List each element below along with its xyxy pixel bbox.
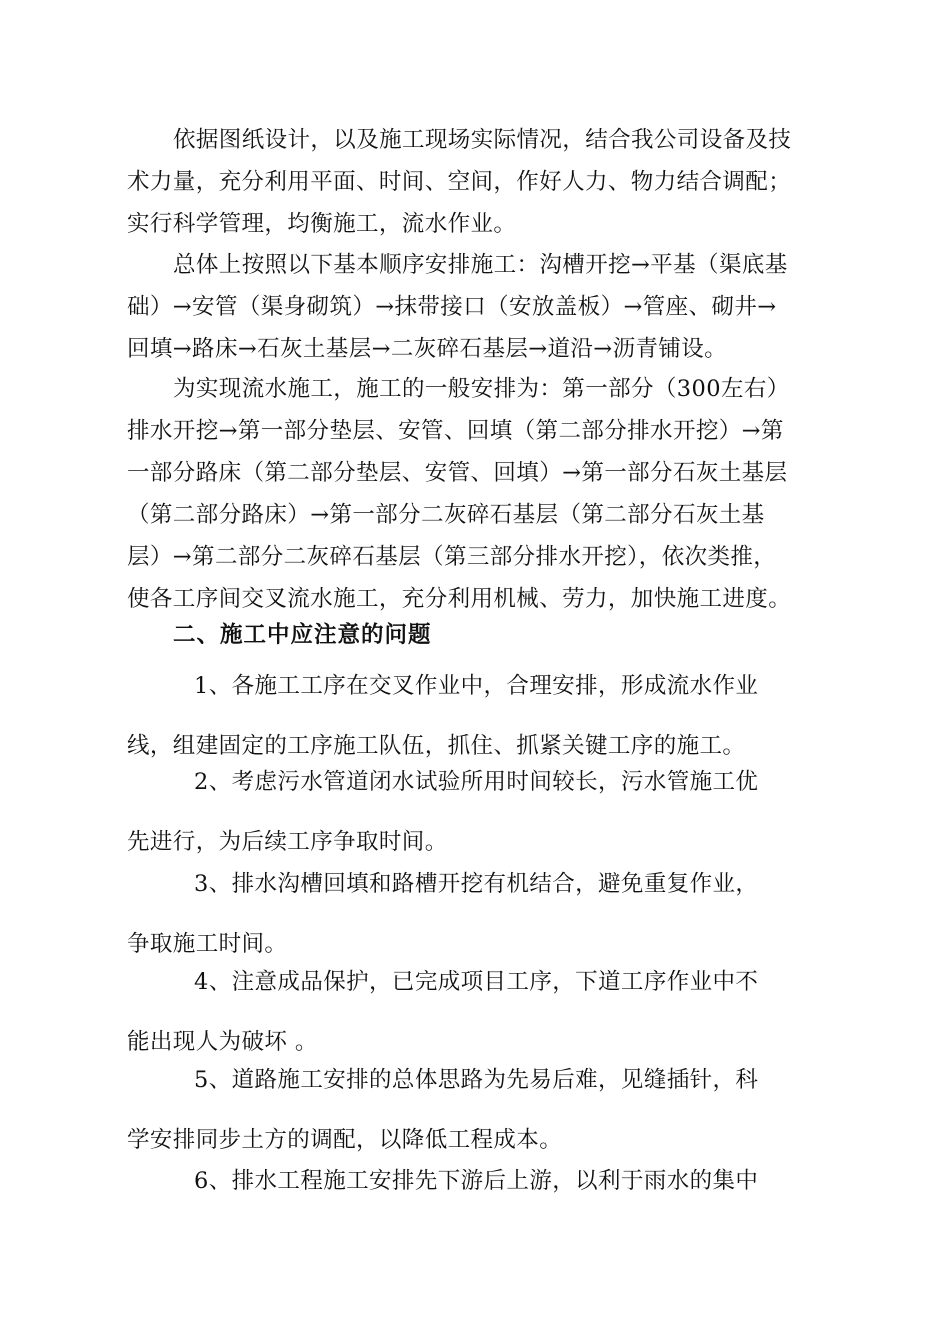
text-line: 6、排水工程施工安排先下游后上游，以利于雨水的集中 [194, 1168, 759, 1194]
text-line: 3、排水沟槽回填和路槽开挖有机结合，避免重复作业， [194, 871, 759, 897]
text-line: 5、道路施工安排的总体思路为先易后难，见缝插针，科 [194, 1067, 759, 1093]
text-line: 为实现流水施工，施工的一般安排为：第一部分（300左右） [173, 376, 790, 402]
text-line: 1、各施工工序在交叉作业中，合理安排，形成流水作业 [194, 673, 759, 699]
text-line: 术力量，充分利用平面、时间、空间，作好人力、物力结合调配； [127, 169, 792, 195]
text-line: 依据图纸设计，以及施工现场实际情况，结合我公司设备及技 [173, 127, 792, 153]
text-line: 先进行，为后续工序争取时间。 [127, 829, 448, 855]
section-heading [127, 614, 847, 656]
text-line: 4、注意成品保护，已完成项目工序，下道工序作业中不 [194, 969, 759, 995]
text-line: 能出现人为破坏 。 [127, 1029, 318, 1055]
text-line: （第二部分路床）→第一部分二灰碎石基层（第二部分石灰土基 [127, 502, 765, 528]
text-line: 2、考虑污水管道闭水试验所用时间较长，污水管施工优 [194, 769, 759, 795]
paragraph-construction-sequence [127, 244, 847, 370]
list-item-6 [127, 1151, 847, 1211]
text-line: 一部分路床（第二部分垫层、安管、回填）→第一部分石灰土基层 [127, 460, 788, 486]
text-line: 使各工序间交叉流水施工，充分利用机械、劳力，加快施工进度。 [127, 586, 792, 612]
text-line: 回填→路床→石灰土基层→二灰碎石基层→道沿→沥青铺设。 [127, 336, 728, 362]
text-line: 总体上按照以下基本顺序安排施工：沟槽开挖→平基（渠底基 [173, 252, 788, 278]
text-line: 础）→安管（渠身砌筑）→抹带接口（安放盖板）→管座、砌井→ [127, 294, 777, 320]
text-line: 实行科学管理，均衡施工，流水作业。 [127, 211, 517, 237]
paragraph-construction-basis [127, 119, 847, 245]
paragraph-flow-construction [127, 368, 847, 620]
text-line: 争取施工时间。 [127, 931, 288, 957]
text-line: 学安排同步土方的调配，以降低工程成本。 [127, 1127, 563, 1153]
text-line: 层）→第二部分二灰碎石基层（第三部分排水开挖），依次类推， [127, 544, 777, 570]
heading-text: 二、施工中应注意的问题 [173, 622, 432, 648]
text-line: 线，组建固定的工序施工队伍，抓住、抓紧关键工序的施工。 [127, 733, 746, 759]
text-line: 排水开挖→第一部分垫层、安管、回填（第二部分排水开挖）→第 [127, 418, 784, 444]
